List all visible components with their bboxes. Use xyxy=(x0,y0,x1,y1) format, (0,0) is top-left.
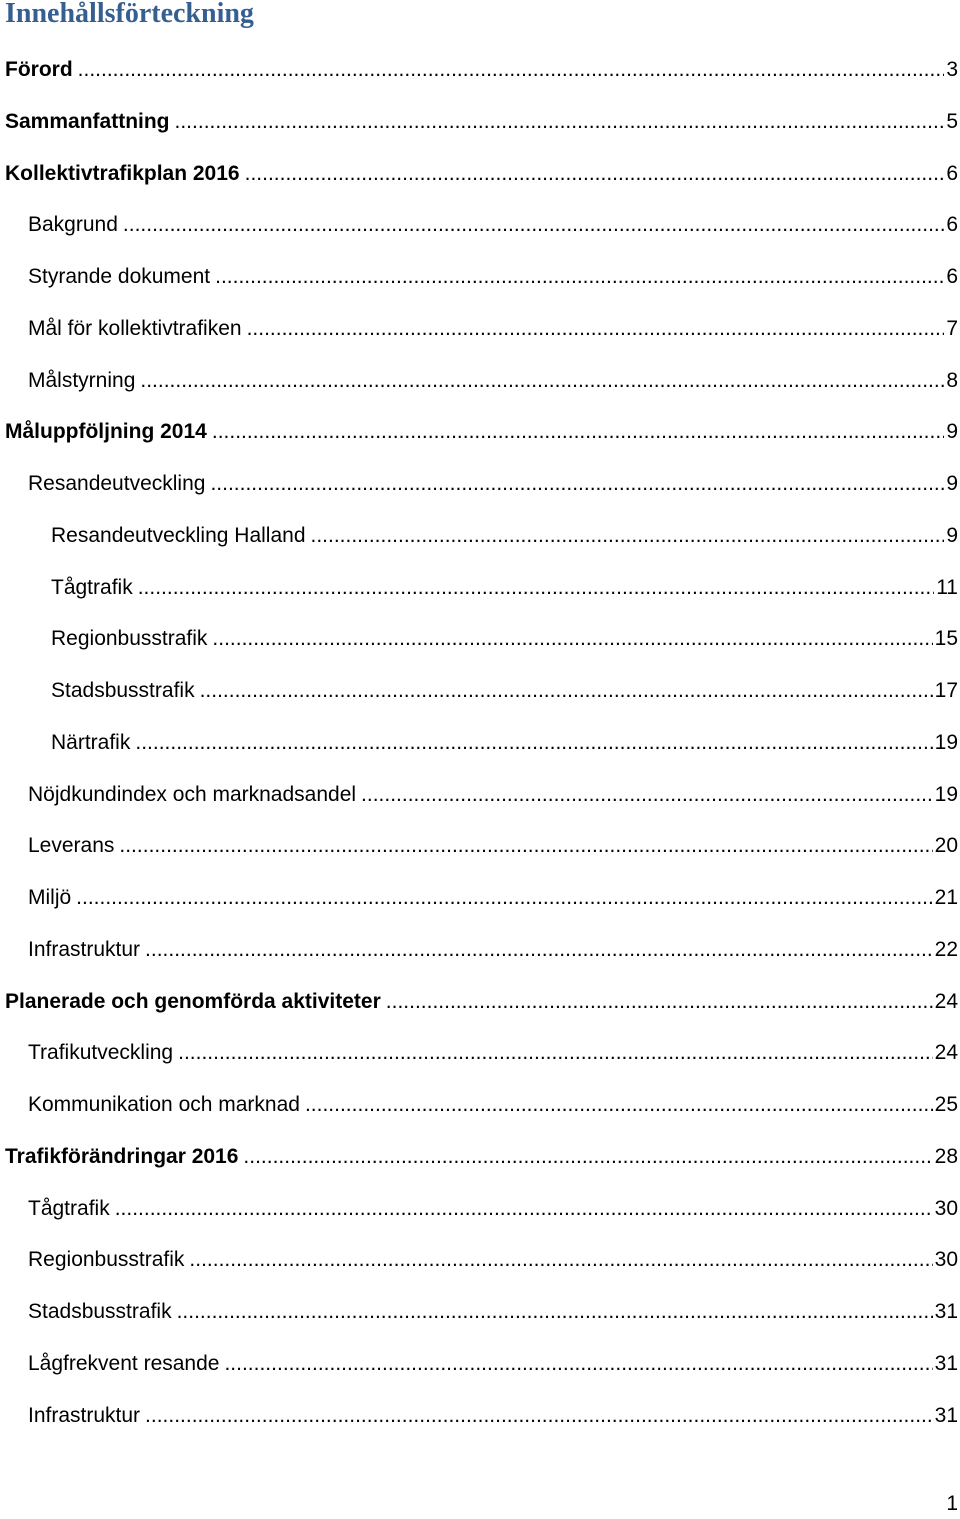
dot-leader xyxy=(212,613,932,665)
toc-entry[interactable] xyxy=(0,562,960,614)
dot-leader xyxy=(189,1234,932,1286)
toc-entry[interactable] xyxy=(0,820,960,872)
toc-entry-title: Trafikförändringar 2016 xyxy=(5,1144,239,1168)
toc-entry[interactable] xyxy=(0,1183,960,1235)
toc-entry[interactable] xyxy=(0,406,960,458)
toc-entry-page-number: 24 xyxy=(934,989,958,1013)
toc-entry-title: Resandeutveckling xyxy=(28,472,206,495)
toc-entry[interactable] xyxy=(0,924,960,976)
toc-entry-title: Tågtrafik xyxy=(28,1196,110,1220)
dot-leader xyxy=(76,872,932,924)
toc-entry[interactable] xyxy=(0,665,960,717)
toc-entry-page-number: 30 xyxy=(934,1248,958,1272)
dot-leader xyxy=(243,1131,932,1183)
toc-entry-title: Målstyrning xyxy=(28,368,136,392)
dot-leader xyxy=(212,406,944,458)
toc-entry-page-number: 9 xyxy=(946,523,958,547)
dot-leader xyxy=(145,1390,933,1442)
toc-entry-page-number: 20 xyxy=(934,834,958,858)
toc-entry-page-number: 3 xyxy=(946,58,958,81)
toc-entry[interactable] xyxy=(0,717,960,769)
dot-leader xyxy=(247,303,945,355)
toc-entry-title: Mål för kollektivtrafiken xyxy=(28,316,242,340)
toc-entry-title: Kommunikation och marknad xyxy=(28,1093,300,1116)
toc-entry-page-number: 19 xyxy=(934,730,958,754)
dot-leader xyxy=(210,458,944,510)
dot-leader xyxy=(305,1079,933,1131)
dot-leader xyxy=(135,717,932,769)
toc-entry[interactable] xyxy=(0,1131,960,1183)
toc-heading: Innehållsförteckning xyxy=(5,0,254,29)
dot-leader xyxy=(224,1338,932,1390)
dot-leader xyxy=(175,96,945,148)
dot-leader xyxy=(78,44,945,96)
toc-entry-page-number: 25 xyxy=(934,1093,958,1116)
toc-entry-title: Infrastruktur xyxy=(28,937,141,961)
dot-leader xyxy=(200,665,933,717)
toc-entry[interactable] xyxy=(0,148,960,200)
toc-entry-title: Sammanfattning xyxy=(5,109,170,133)
toc-entry[interactable] xyxy=(0,355,960,407)
toc-entry-title: Trafikutveckling xyxy=(28,1041,174,1065)
toc-entry-title: Leverans xyxy=(28,834,115,858)
dot-leader xyxy=(178,1027,933,1079)
dot-leader xyxy=(386,976,933,1028)
toc-entry-page-number: 24 xyxy=(934,1041,958,1065)
toc-entry-title: Förord xyxy=(5,58,73,81)
toc-entry-title: Styrande dokument xyxy=(28,265,211,288)
toc-entry[interactable] xyxy=(0,44,960,96)
toc-entry-page-number: 28 xyxy=(934,1144,958,1168)
toc-entry-page-number: 31 xyxy=(934,1300,958,1323)
toc-entry-title: Planerade och genomförda aktiviteter xyxy=(5,989,381,1013)
toc-entry-page-number: 7 xyxy=(946,316,958,340)
toc-entry-page-number: 11 xyxy=(936,575,958,599)
toc-entry-title: Tågtrafik xyxy=(51,575,133,599)
toc-entry-title: Resandeutveckling Halland xyxy=(51,523,306,547)
page-number: 1 xyxy=(946,1492,958,1515)
toc-entry-page-number: 21 xyxy=(934,886,958,909)
toc-entry-title: Infrastruktur xyxy=(28,1403,141,1427)
toc-entry-page-number: 6 xyxy=(946,265,958,288)
toc-entry-title: Regionbusstrafik xyxy=(51,627,208,651)
toc-entry-page-number: 31 xyxy=(934,1403,958,1427)
dot-leader xyxy=(311,510,945,562)
toc-entry-page-number: 6 xyxy=(946,161,958,185)
toc-entry-page-number: 15 xyxy=(934,627,958,651)
toc-list xyxy=(0,44,960,1441)
toc-entry[interactable] xyxy=(0,1286,960,1338)
toc-entry-title: Miljö xyxy=(28,886,72,909)
dot-leader xyxy=(177,1286,933,1338)
toc-entry[interactable] xyxy=(0,458,960,510)
toc-entry[interactable] xyxy=(0,96,960,148)
toc-entry-page-number: 6 xyxy=(946,213,958,237)
dot-leader xyxy=(215,251,944,303)
dot-leader xyxy=(123,199,944,251)
toc-entry[interactable] xyxy=(0,976,960,1028)
toc-entry-title: Kollektivtrafikplan 2016 xyxy=(5,161,240,185)
toc-entry[interactable] xyxy=(0,251,960,303)
toc-entry-page-number: 30 xyxy=(934,1196,958,1220)
toc-entry-title: Lågfrekvent resande xyxy=(28,1351,220,1375)
toc-entry-title: Stadsbusstrafik xyxy=(28,1300,172,1323)
toc-entry-page-number: 22 xyxy=(934,937,958,961)
toc-entry[interactable] xyxy=(0,1338,960,1390)
toc-entry-page-number: 31 xyxy=(934,1351,958,1375)
toc-entry-title: Närtrafik xyxy=(51,730,131,754)
toc-entry[interactable] xyxy=(0,199,960,251)
toc-entry[interactable] xyxy=(0,613,960,665)
toc-entry-page-number: 17 xyxy=(934,679,958,702)
dot-leader xyxy=(140,355,944,407)
toc-entry[interactable] xyxy=(0,303,960,355)
toc-entry[interactable] xyxy=(0,872,960,924)
toc-entry[interactable] xyxy=(0,1234,960,1286)
toc-entry[interactable] xyxy=(0,1390,960,1442)
toc-entry[interactable] xyxy=(0,769,960,821)
toc-entry-title: Nöjdkundindex och marknadsandel xyxy=(28,782,357,806)
toc-entry-title: Bakgrund xyxy=(28,213,118,237)
toc-entry-title: Måluppföljning 2014 xyxy=(5,420,207,444)
toc-entry[interactable] xyxy=(0,510,960,562)
toc-entry[interactable] xyxy=(0,1079,960,1131)
dot-leader xyxy=(245,148,945,200)
toc-entry[interactable] xyxy=(0,1027,960,1079)
dot-leader xyxy=(119,820,932,872)
dot-leader xyxy=(138,562,934,614)
toc-entry-page-number: 19 xyxy=(934,782,958,806)
toc-entry-page-number: 9 xyxy=(946,472,958,495)
dot-leader xyxy=(361,769,933,821)
dot-leader xyxy=(145,924,933,976)
toc-entry-page-number: 9 xyxy=(946,420,958,444)
toc-entry-page-number: 5 xyxy=(946,109,958,133)
dot-leader xyxy=(115,1183,933,1235)
toc-entry-title: Stadsbusstrafik xyxy=(51,679,195,702)
toc-entry-page-number: 8 xyxy=(946,368,958,392)
toc-entry-title: Regionbusstrafik xyxy=(28,1248,185,1272)
